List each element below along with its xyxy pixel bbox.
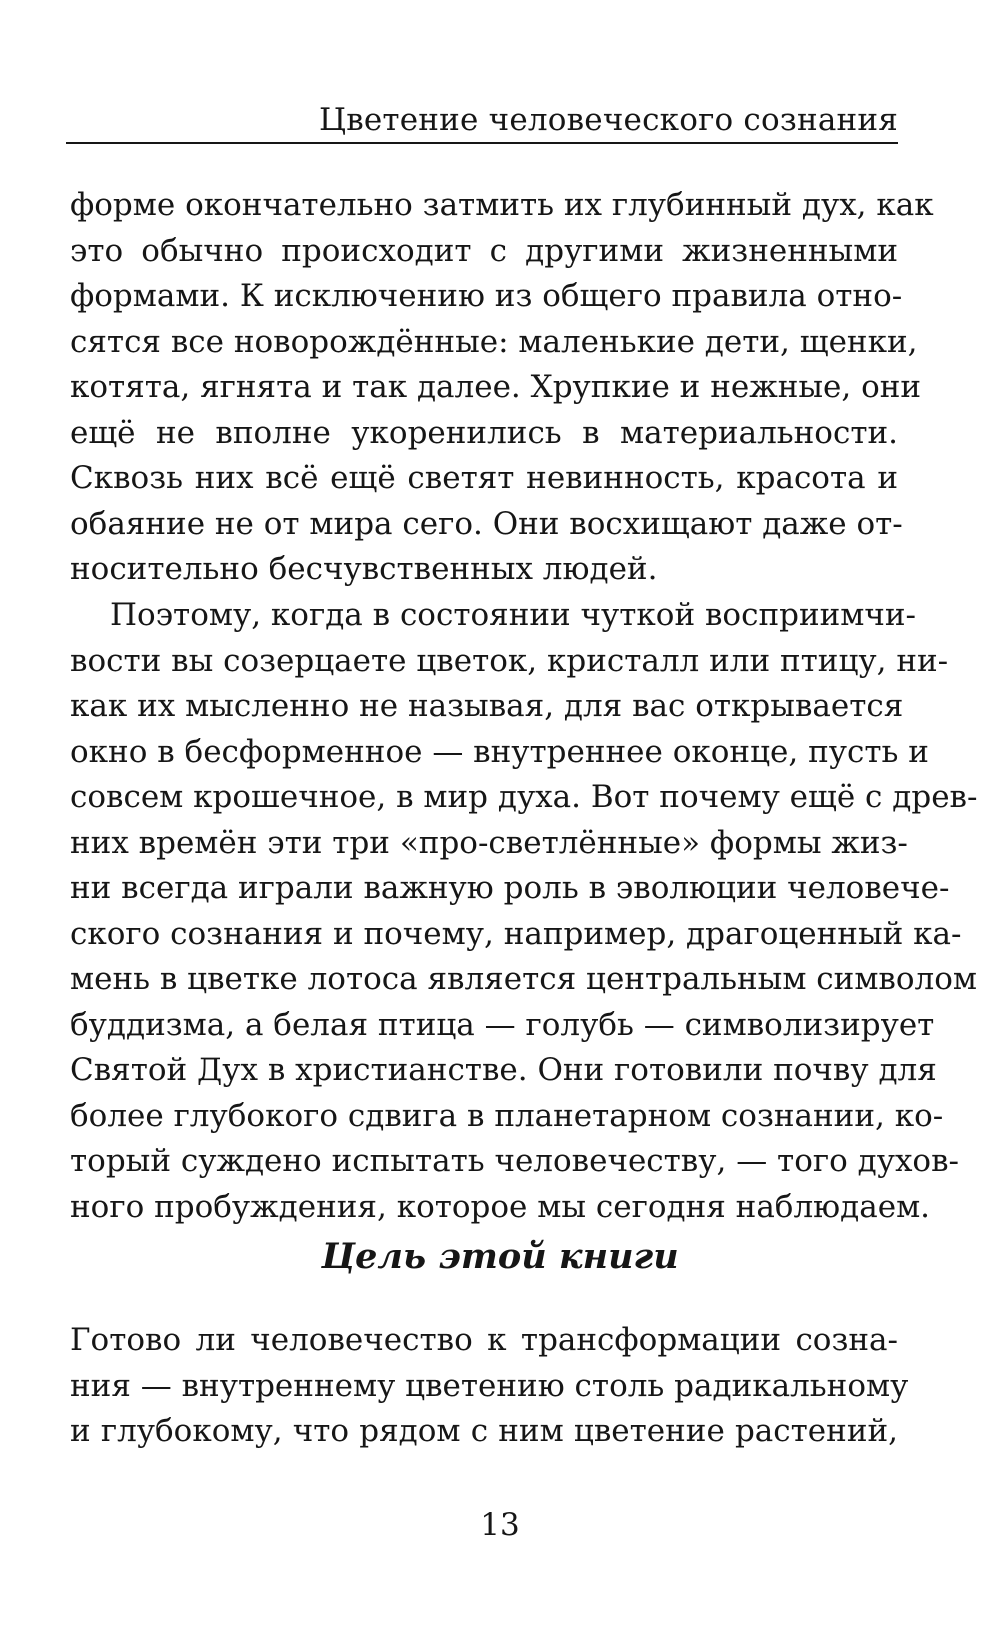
text-line: ского сознания и почему, например, драгоценный ка- [70,915,962,952]
text-line: и глубокому, что рядом с ним цветение растений, [70,1413,898,1449]
page-number: 13 [480,1507,520,1543]
text-line: ни всегда играли важную роль в эволюции человече- [70,870,950,906]
text-line: ного пробуждения, которое мы сегодня наблюдаем. [70,1188,931,1225]
text-line: торый суждено испытать человечеству, — того духов- [70,1143,960,1179]
text-line: вости вы созерцаете цветок, кристалл или птицу, ни- [70,642,949,679]
text-line: котята, ягнята и так далее. Хрупкие и нежные, они [70,369,922,405]
running-header: Цветение человеческого сознания [318,102,898,138]
text-line: буддизма, а белая птица — голубь — символизирует [70,1006,935,1043]
text-line: Поэтому, когда в состоянии чуткой восприимчи- [110,597,917,633]
text-line: форме окончательно затмить их глубинный дух, как [70,187,934,223]
text-line: обаяние не от мира сего. Они восхищают даже от- [70,505,903,542]
text-line: сятся все новорождённые: маленькие дети, щенки, [70,323,918,360]
paragraph-2 [70,593,978,1230]
text-line: мень в цветке лотоса является центральным символом [70,961,978,997]
text-line: совсем крошечное, в мир духа. Вот почему ещё с древ- [70,779,978,815]
text-line: как их мысленно не называя, для вас открывается [70,688,904,724]
paragraph-1 [70,183,934,593]
header-rule [66,142,898,144]
text-line: Сквозь них всё ещё светят невинность, красота и [70,460,898,496]
text-line: окно в бесформенное — внутреннее оконце, пусть и [70,733,929,770]
text-line: носительно бесчувственных людей. [70,551,658,587]
text-line: Готово ли человечество к трансформации созна- [70,1322,898,1358]
section-heading: Цель этой книги [321,1236,679,1277]
text-line: более глубокого сдвига в планетарном сознании, ко- [70,1097,944,1134]
text-line: формами. К исключению из общего правила отно- [70,278,903,314]
text-line: ния — внутреннему цветению столь радикальному [70,1367,909,1404]
text-line: ещё не вполне укоренились в материальности. [70,414,898,451]
paragraph-3 [70,1318,909,1455]
text-line: это обычно происходит с другими жизненными [70,232,898,269]
text-line: Святой Дух в христианстве. Они готовили почву для [70,1052,937,1088]
text-line: них времён эти три «про-светлённые» формы жиз- [70,824,908,861]
